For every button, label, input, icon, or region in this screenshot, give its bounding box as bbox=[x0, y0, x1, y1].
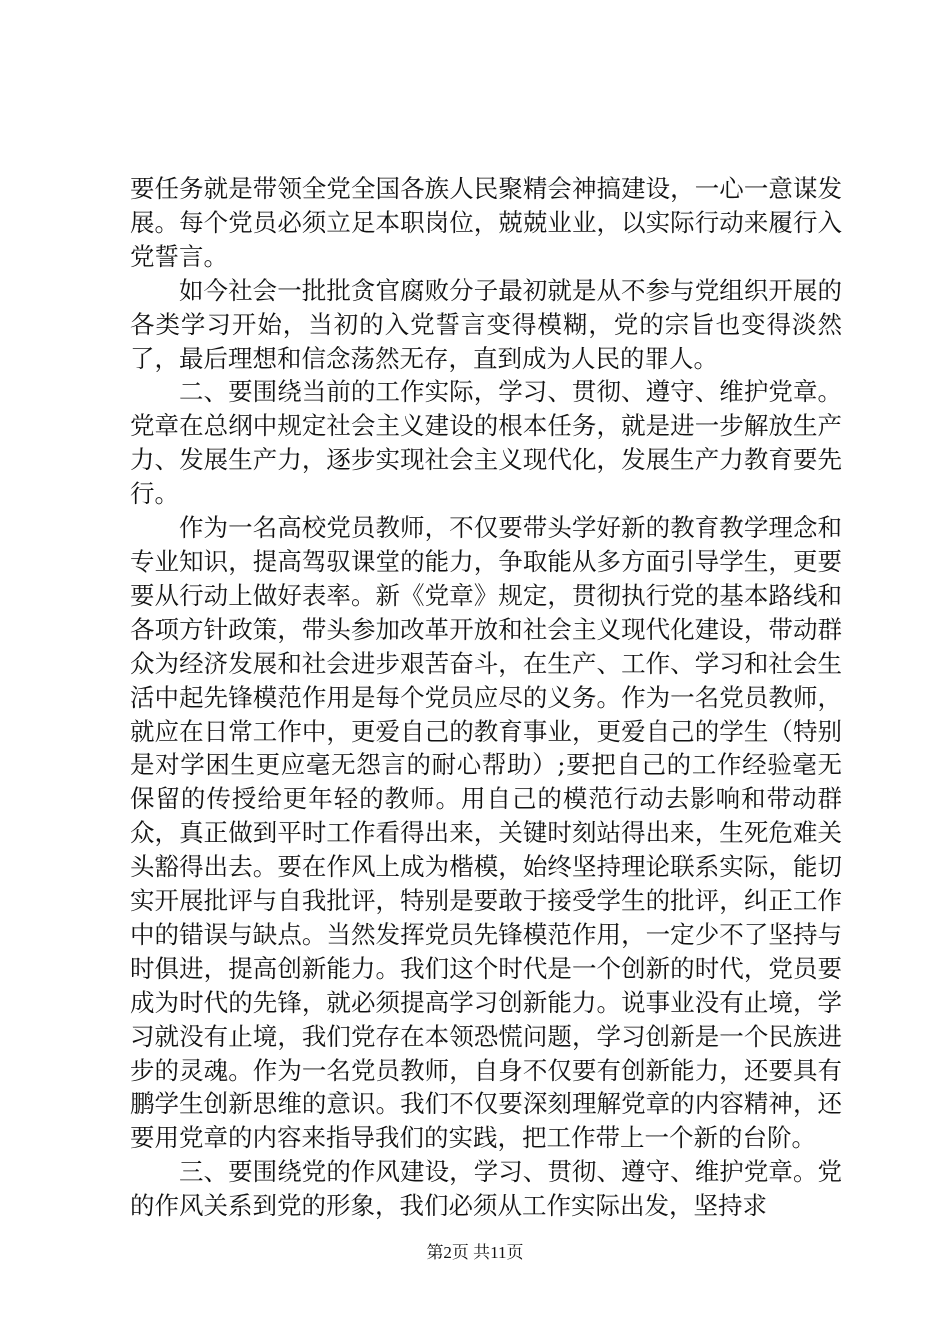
paragraph-3: 二、要围绕当前的工作实际，学习、贯彻、遵守、维护党章。党章在总纲中规定社会主义建设的根本任务，就是进一步解放生产力、发展生产力，逐步实现社会主义现代化，发展生产力教育要先行。 bbox=[130, 377, 842, 509]
page-footer bbox=[0, 1242, 950, 1264]
paragraph-5: 三、要围绕党的作风建设，学习、贯彻、遵守、维护党章。党的作风关系到党的形象，我们必须从工作实际出发，坚持求 bbox=[130, 1157, 842, 1221]
document-body bbox=[130, 172, 842, 1223]
page-number: 第2页 共11页 bbox=[426, 1243, 524, 1262]
paragraph-2: 如今社会一批批贪官腐败分子最初就是从不参与党组织开展的各类学习开始，当初的入党誓言变得模糊，党的宗旨也变得淡然了，最后理想和信念荡然无存，直到成为人民的罪人。 bbox=[130, 275, 842, 373]
paragraph-4: 作为一名高校党员教师，不仅要带头学好新的教育教学理念和专业知识，提高驾驭课堂的能力，争取能从多方面引导学生，更要要从行动上做好表率。新《党章》规定，贯彻执行党的基本路线和各项方针政策，带头参加改革开放和社会主义现代化建设，带动群众为经济发展和社会进步艰苦奋斗，在生产、工作、学习和社会生活中起先锋模范作用是每个党员应尽的义务。作为一名党员教师，就应在日常工作中，更爱自己的教育事业，更爱自己的学生（特别是对学困生更应毫无怨言的耐心帮助）;要把自己的工作经验毫无保留的传授给更年轻的教师。用自己的模范行动去影响和带动群众，真正做到平时工作看得出来，关键时刻站得出来，生死危难关头豁得出去。要在作风上成为楷模，始终坚持理论联系实际，能切实开展批评与自我批评，特别是要敢于接受学生的批评，纠正工作中的错误与缺点。当然发挥党员先锋模范作用，一定少不了坚持与时俱进，提高创新能力。我们这个时代是一个创新的时代，党员要成为时代的先锋，就必须提高学习创新能力。说事业没有止境，学习就没有止境，我们党存在本领恐慌问题，学习创新是一个民族进步的灵魂。作为一名党员教师，自身不仅要有创新能力，还要具有鹏学生创新思维的意识。我们不仅要深刻理解党章的内容精神，还要用党章的内容来指导我们的实践，把工作带上一个新的台阶。 bbox=[130, 513, 842, 1153]
paragraph-1: 要任务就是带领全党全国各族人民聚精会神搞建设，一心一意谋发展。每个党员必须立足本职岗位，兢兢业业，以实际行动来履行入党誓言。 bbox=[130, 174, 842, 271]
